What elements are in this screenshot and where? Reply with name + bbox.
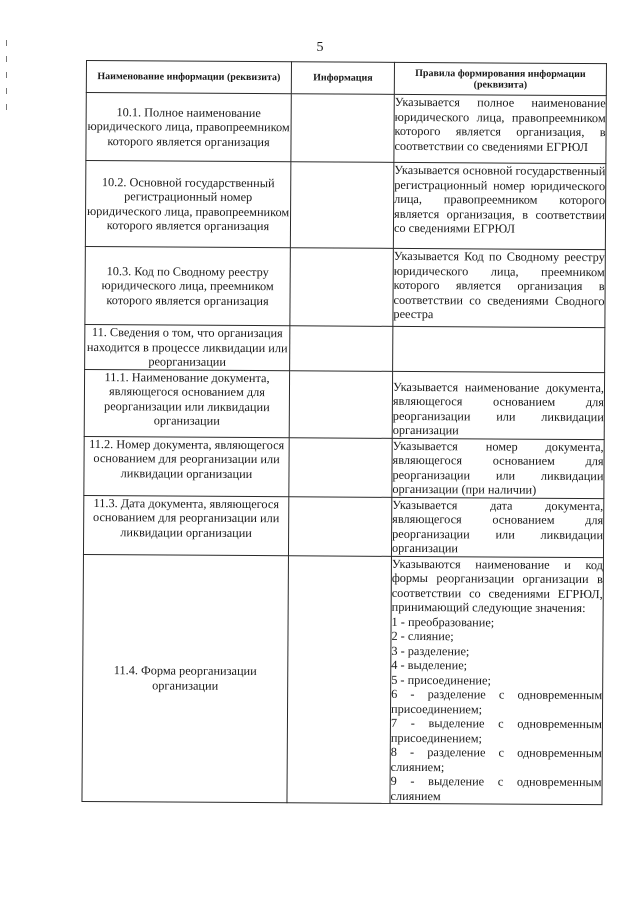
table-row-form-of-reorganization	[82, 554, 604, 805]
row-info	[288, 496, 391, 556]
table-row	[85, 161, 606, 250]
row-info	[289, 437, 392, 497]
row-rules	[390, 556, 604, 805]
row-rules: Указывается Код по Сводному реестру юридического лица, преемником которого является организация в соответствии со сведениями Сводного реестра	[393, 248, 605, 327]
list-item: 1 - преобразование;	[391, 614, 495, 630]
row-name: 11.4. Форма реорганизации организации	[82, 554, 289, 803]
row-name: 10.3. Код по Сводному реестру юридического лица, преемником которого является организация	[85, 246, 290, 325]
list-item: 8 - разделение с одновременным слиянием;	[390, 744, 602, 774]
row-info	[291, 94, 394, 163]
row-name: 11.2. Номер документа, являющегося основанием для реорганизации или ликвидации организации	[84, 436, 289, 496]
row-name: 10.1. Полное наименование юридического лица, правопреемником которого является организация	[86, 93, 291, 162]
row-name: 10.2. Основной государственный регистрационный номер юридического лица, правопреемником которого является организация	[85, 161, 291, 248]
scan-edge-marks	[6, 40, 8, 130]
row-name: 11. Сведения о том, что организация находится в процессе ликвидации или реорганизации	[85, 324, 290, 370]
table-row	[85, 324, 605, 372]
row-info	[290, 326, 393, 371]
table-row	[84, 436, 604, 498]
rules-intro: Указываются наименование и код формы реорганизации организации в соответствии со сведениями ЕГРЮЛ, принимающий следующие значения:	[391, 556, 603, 616]
table-row	[83, 495, 603, 557]
table-header-row	[86, 61, 606, 96]
row-info	[290, 248, 393, 327]
row-rules: Указывается полное наименование юридического лица, правопреемником которого является организация, в соответствии со сведениями ЕГРЮЛ	[394, 94, 606, 163]
list-item: 9 - выделение с одновременным слиянием	[390, 773, 602, 803]
list-item: 5 - присоединение;	[391, 672, 491, 687]
row-rules	[393, 326, 605, 372]
row-info	[290, 162, 394, 249]
list-item: 6 - разделение с одновременным присоединением;	[391, 686, 603, 716]
list-item: 2 - слияние;	[391, 628, 454, 644]
row-rules: Указывается дата документа, являющегося основанием для реорганизации или ликвидации организации	[391, 497, 604, 556]
header-rules: Правила формирования информации (реквизита)	[394, 62, 606, 95]
list-item: 4 - выделение;	[391, 657, 468, 673]
row-rules: Указывается основной государственный регистрационный номер юридического лица, правопреемником которого является организация, в соответствии со сведениями ЕГРЮЛ	[393, 162, 606, 249]
requisites-table	[81, 60, 607, 805]
row-rules: Указывается номер документа, являющегося основанием для реорганизации или ликвидации организации (при наличии)	[392, 438, 604, 497]
list-item: 7 - выделение с одновременным присоединением;	[390, 715, 602, 745]
table-row	[85, 246, 605, 327]
row-name: 11.1. Наименование документа, являющегося основанием для реорганизации или ликвидации организации	[84, 369, 289, 437]
row-info	[289, 370, 392, 438]
list-item: 3 - разделение;	[391, 643, 470, 658]
row-rules: Указывается наименование документа, являющегося основанием для реорганизации или ликвидации организации	[392, 371, 604, 439]
row-info	[287, 555, 392, 803]
row-name: 11.3. Дата документа, являющегося основанием для реорганизации или ликвидации организации	[83, 495, 288, 555]
table-row	[86, 93, 606, 164]
header-info: Информация	[291, 62, 394, 95]
header-name: Наименование информации (реквизита)	[86, 61, 291, 94]
page-number: 5	[316, 40, 324, 55]
table-row	[84, 369, 604, 439]
